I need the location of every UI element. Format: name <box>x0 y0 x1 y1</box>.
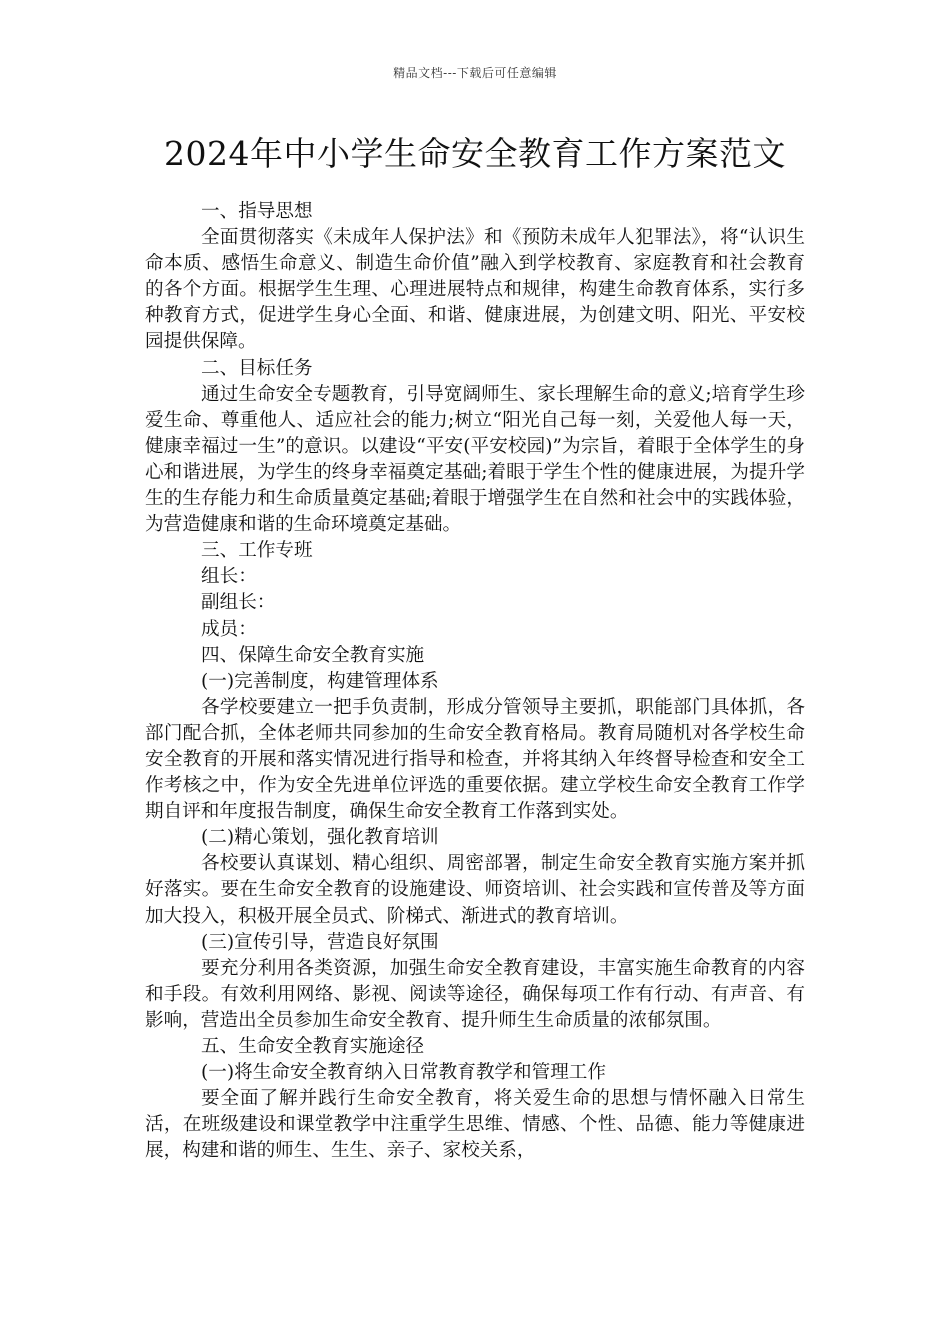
subheading-daily-teaching: (一)将生命安全教育纳入日常教育教学和管理工作 <box>201 1062 606 1084</box>
heading-goals-tasks: 二、目标任务 <box>201 357 313 379</box>
team-leader-line: 组长： <box>201 566 257 588</box>
paragraph-publicity: 要充分利用各类资源，加强生命安全教育建设，丰富实施生命教育的内容和手段。有效利用网络、影视、阅读等途径，确保每项工作有行动、有声音、有影响，营造出全员参加生命安全教育、提升师生生命质量的浓郁氛围。 <box>145 957 805 1031</box>
header-note: 精品文档---下载后可任意编辑 <box>393 66 557 80</box>
document-title: 2024年中小学生命安全教育工作方案范文 <box>164 134 786 173</box>
subheading-planning-training: (二)精心策划，强化教育培训 <box>201 827 439 849</box>
heading-implementation-approaches: 五、生命安全教育实施途径 <box>201 1036 425 1057</box>
document-body <box>145 199 805 1164</box>
team-members-line: 成员： <box>201 618 257 640</box>
paragraph-planning-training: 各校要认真谋划、精心组织、周密部署，制定生命安全教育实施方案并抓好落实。要在生命安全教育的设施建设、师资培训、社会实践和宣传普及等方面加大投入，积极开展全员式、阶梯式、渐进式的教育培训。 <box>145 853 805 927</box>
paragraph-guiding-ideology: 全面贯彻落实《未成年人保护法》和《预防未成年人犯罪法》，将“认识生命本质、感悟生命意义、制造生命价值”融入到学校教育、家庭教育和社会教育的各个方面。根据学生生理、心理进展特点和规律，构建生命教育体系，实行多种教育方式，促进学生身心全面、和谐、健康进展，为创建文明、阳光、平安校园提供保障。 <box>145 227 805 353</box>
team-deputy-leader-line: 副组长： <box>201 592 276 614</box>
subheading-system: (一)完善制度，构建管理体系 <box>201 670 439 692</box>
heading-guiding-ideology: 一、指导思想 <box>201 201 313 222</box>
heading-work-team: 三、工作专班 <box>201 540 313 562</box>
subheading-publicity: (三)宣传引导，营造良好氛围 <box>201 931 439 953</box>
paragraph-goals-tasks: 通过生命安全专题教育，引导宽阔师生、家长理解生命的意义;培育学生珍爱生命、尊重他人、适应社会的能力;树立“阳光自己每一刻，关爱他人每一天，健康幸福过一生”的意识。以建设“平安(平安校园)”为宗旨，着眼于全体学生的身心和谐进展，为学生的终身幸福奠定基础;着眼于学生个性的健康进展，为提升学生的生存能力和生命质量奠定基础;着眼于增强学生在自然和社会中的实践体验，为营造健康和谐的生命环境奠定基础。 <box>145 383 805 536</box>
paragraph-system: 各学校要建立一把手负责制，形成分管领导主要抓，职能部门具体抓，各部门配合抓，全体老师共同参加的生命安全教育格局。教育局随机对各学校生命安全教育的开展和落实情况进行指导和检查，并将其纳入年终督导检查和安全工作考核之中，作为安全先进单位评选的重要依据。建立学校生命安全教育工作学期自评和年度报告制度，确保生命安全教育工作落到实处。 <box>145 696 805 823</box>
paragraph-daily-teaching: 要全面了解并践行生命安全教育，将关爱生命的思想与情怀融入日常生活，在班级建设和课堂教学中注重学生思维、情感、个性、品德、能力等健康进展，构建和谐的师生、生生、亲子、家校关系， <box>145 1088 805 1162</box>
heading-implementation-guarantee: 四、保障生命安全教育实施 <box>201 644 425 666</box>
